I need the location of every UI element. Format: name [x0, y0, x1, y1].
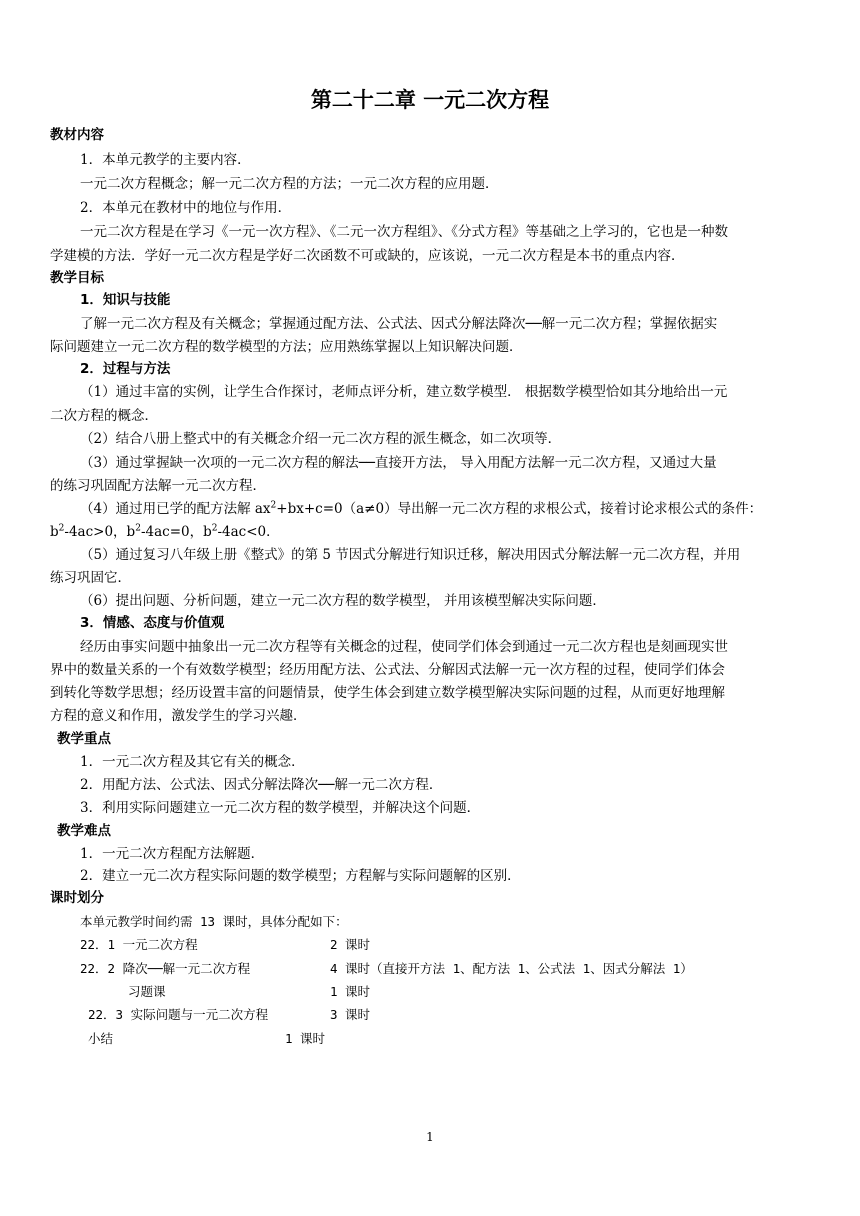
paragraph: 到转化等数学思想；经历设置丰富的问题情景，使学生体会到建立数学模型解决实际问题的过程，从而更好地理解 — [50, 685, 725, 701]
paragraph: 2．本单元在教材中的地位与作用． — [80, 200, 292, 216]
paragraph: 一元二次方程概念；解一元二次方程的方法；一元二次方程的应用题． — [80, 176, 499, 192]
schedule-hours: 3 课时 — [330, 1007, 371, 1022]
paragraph: 界中的数量关系的一个有效数学模型；经历用配方法、公式法、分解因式法解一元一次方程的过程，使同学们体会 — [50, 662, 725, 678]
paragraph: 一元二次方程是在学习《一元一次方程》、《二元一次方程组》、《分式方程》等基础之上学习的，它也是一种数 — [80, 224, 728, 240]
paragraph: 1．本单元教学的主要内容． — [80, 152, 251, 168]
section-heading-schedule: 课时划分 — [50, 890, 104, 906]
paragraph-formula — [80, 499, 762, 519]
superscript: 2 — [211, 523, 218, 534]
schedule-hours: 4 课时（直接开方法 1、配方法 1、公式法 1、因式分解法 1） — [330, 961, 693, 976]
paragraph: 1．一元二次方程配方法解题． — [80, 846, 265, 862]
paragraph: （3）通过掌握缺一次项的一元二次方程的解法──直接开方法， 导入用配方法解一元二次方程，又通过大量 — [80, 455, 717, 471]
schedule-intro: 本单元教学时间约需 13 课时，具体分配如下： — [80, 914, 348, 929]
paragraph: 方程的意义和作用，激发学生的学习兴趣． — [50, 708, 307, 724]
subheading-attitude: 3．情感、态度与价值观 — [80, 615, 225, 631]
paragraph: 2．建立一元二次方程实际问题的数学模型；方程解与实际问题解的区别． — [80, 868, 521, 884]
schedule-item: 小结 — [88, 1031, 114, 1046]
paragraph: 际问题建立一元二次方程的数学模型的方法；应用熟练掌握以上知识解决问题． — [50, 339, 523, 355]
text-run: +bx+c=0（a≠0）导出解一元二次方程的求根公式，接着讨论求根公式的条件： — [276, 501, 763, 517]
paragraph: （6）提出问题、分析问题，建立一元二次方程的数学模型， 并用该模型解决实际问题． — [80, 593, 606, 609]
section-heading-key-points: 教学重点 — [57, 731, 111, 747]
paragraph: 练习巩固它． — [50, 570, 131, 586]
subheading-knowledge: 1．知识与技能 — [80, 292, 171, 308]
subheading-process: 2．过程与方法 — [80, 361, 171, 377]
text-run: -4ac=0，b — [140, 524, 212, 540]
schedule-hours: 1 课时 — [330, 984, 371, 999]
paragraph-formula — [50, 522, 280, 542]
paragraph: 2．用配方法、公式法、因式分解法降次──解一元二次方程． — [80, 777, 443, 793]
paragraph: （2）结合八册上整式中的有关概念介绍一元二次方程的派生概念，如二次项等． — [80, 431, 562, 447]
schedule-item: 22．2 降次──解一元二次方程 — [80, 961, 251, 976]
paragraph: （1）通过丰富的实例，让学生合作探讨，老师点评分析，建立数学模型． 根据数学模型恰如其分地给出一元 — [80, 384, 728, 400]
paragraph: 1．一元二次方程及其它有关的概念． — [80, 754, 305, 770]
schedule-item: 22．1 一元二次方程 — [80, 937, 198, 952]
text-run: -4ac<0． — [217, 524, 280, 540]
section-heading-difficulties: 教学难点 — [57, 823, 111, 839]
paragraph: 学建模的方法．学好一元二次方程是学好二次函数不可或缺的，应该说，一元二次方程是本书的重点内容． — [50, 248, 685, 264]
schedule-hours: 2 课时 — [330, 937, 371, 952]
section-heading-content: 教材内容 — [50, 127, 104, 143]
text-run: （4）通过用已学的配方法解 ax — [80, 501, 271, 517]
schedule-hours: 1 课时 — [285, 1031, 326, 1046]
superscript: 2 — [135, 523, 141, 534]
superscript: 2 — [270, 500, 277, 511]
paragraph: 3．利用实际问题建立一元二次方程的数学模型，并解决这个问题． — [80, 800, 481, 816]
text-run: b — [50, 524, 59, 540]
section-heading-goals: 教学目标 — [50, 270, 104, 286]
page-number: 1 — [426, 1130, 434, 1144]
superscript: 2 — [58, 523, 65, 534]
paragraph: 了解一元二次方程及有关概念；掌握通过配方法、公式法、因式分解法降次──解一元二次方程；掌握依据实 — [80, 316, 718, 332]
schedule-item: 22．3 实际问题与一元二次方程 — [88, 1007, 269, 1022]
schedule-item: 习题课 — [128, 984, 166, 999]
paragraph: 二次方程的概念． — [50, 408, 158, 424]
paragraph: 经历由事实问题中抽象出一元二次方程等有关概念的过程，使同学们体会到通过一元二次方程也是刻画现实世 — [80, 639, 728, 655]
chapter-title: 第二十二章 一元二次方程 — [310, 88, 550, 112]
text-run: -4ac>0，b — [64, 524, 136, 540]
paragraph: （5）通过复习八年级上册《整式》的第 5 节因式分解进行知识迁移，解决用因式分解法解一元二次方程，并用 — [80, 547, 741, 563]
paragraph: 的练习巩固配方法解一元二次方程． — [50, 478, 266, 494]
